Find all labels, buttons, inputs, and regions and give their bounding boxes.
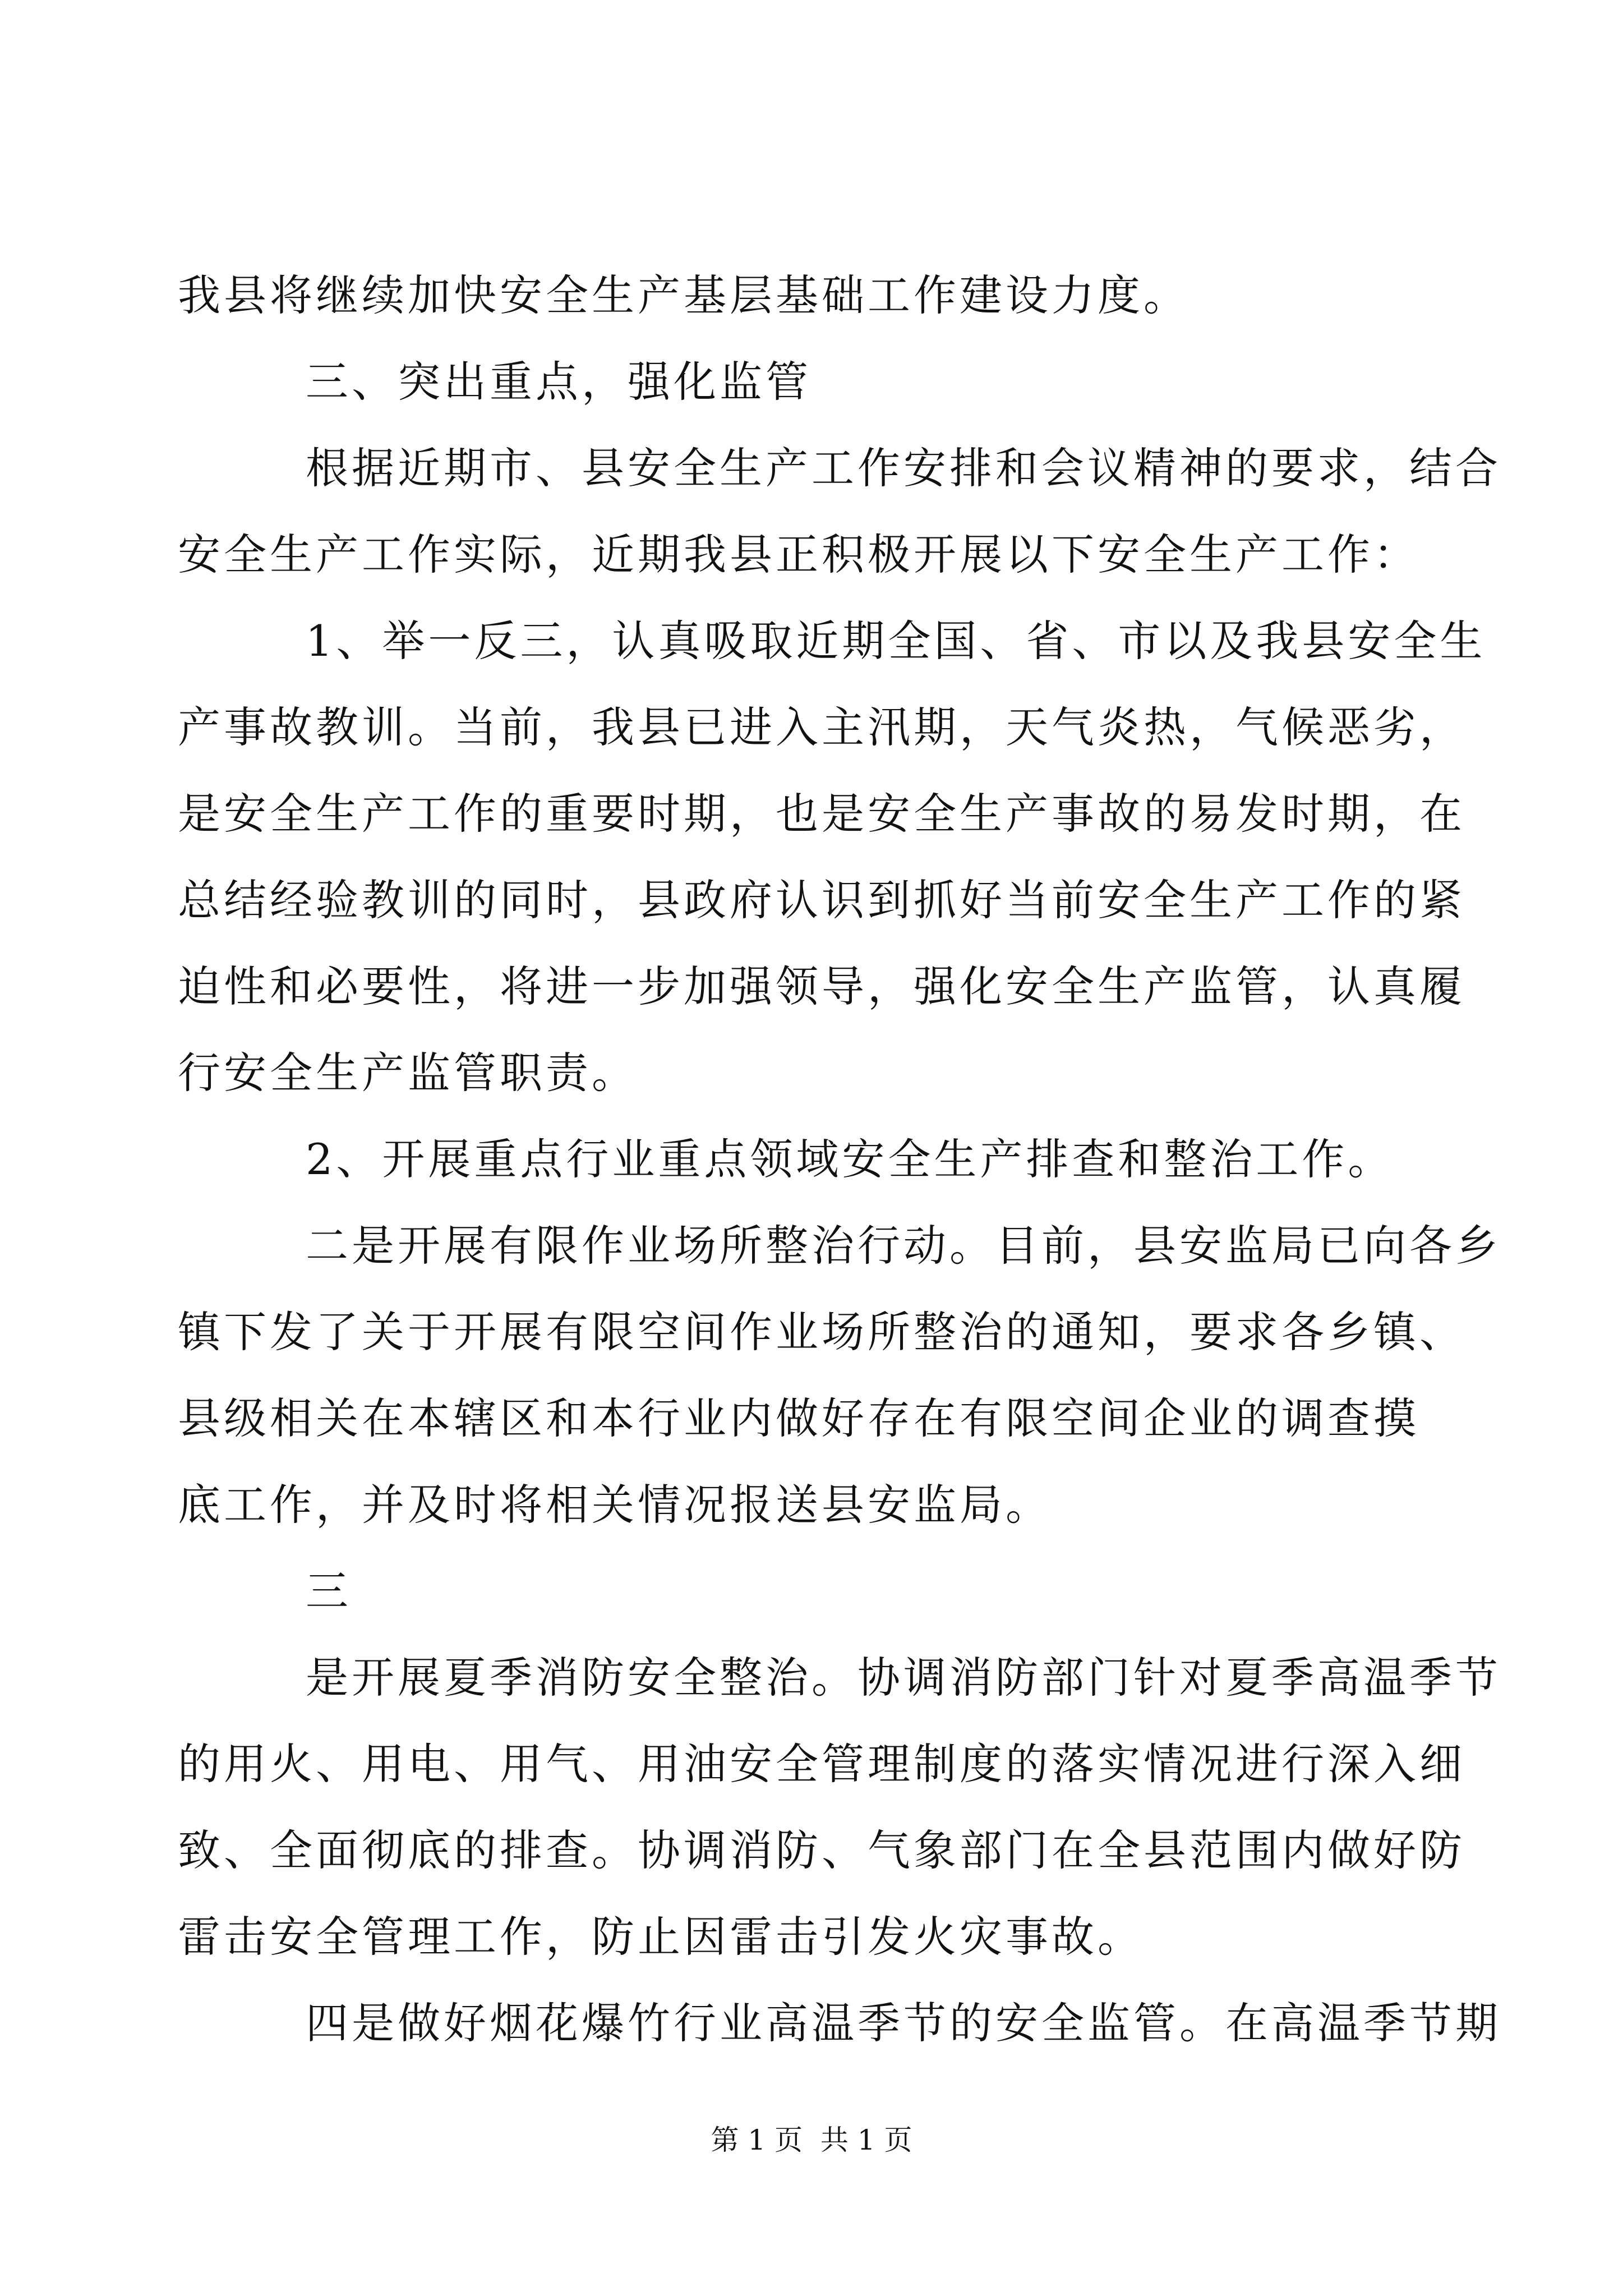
page-footer [0, 2123, 1623, 2157]
text-line: 的用火、用电、用气、用油安全管理制度的落实情况进行深入细 [178, 1739, 1465, 1789]
text-line: 2、开展重点行业重点领域安全生产排查和整治工作。 [306, 1134, 1394, 1184]
text-line: 1、举一反三，认真吸取近期全国、省、市以及我县安全生 [306, 616, 1486, 666]
text-line: 产事故教训。当前，我县已进入主汛期，天气炎热，气候恶劣， [178, 702, 1465, 752]
text-line: 二是开展有限作业场所整治行动。目前，县安监局已向各乡 [306, 1221, 1501, 1271]
text-line: 根据近期市、县安全生产工作安排和会议精神的要求，结合 [306, 443, 1501, 493]
text-line: 雷击安全管理工作，防止因雷击引发火灾事故。 [178, 1912, 1144, 1962]
text-line: 安全生产工作实际，近期我县正积极开展以下安全生产工作： [178, 530, 1419, 579]
text-line: 底工作，并及时将相关情况报送县安监局。 [178, 1480, 1052, 1530]
text-line: 是安全生产工作的重要时期，也是安全生产事故的易发时期，在 [178, 789, 1465, 839]
text-line: 镇下发了关于开展有限空间作业场所整治的通知，要求各乡镇、 [178, 1307, 1465, 1357]
text-line: 县级相关在本辖区和本行业内做好存在有限空间企业的调查摸 [178, 1393, 1419, 1443]
page-number: 第 1 页 共 1 页 [711, 2124, 912, 2156]
text-line: 总结经验教训的同时，县政府认识到抓好当前安全生产工作的紧 [178, 875, 1465, 925]
text-line: 致、全面彻底的排查。协调消防、气象部门在全县范围内做好防 [178, 1825, 1465, 1875]
text-line: 行安全生产监管职责。 [178, 1048, 638, 1098]
text-line: 三 [306, 1566, 352, 1616]
text-line: 迫性和必要性，将进一步加强领导，强化安全生产监管，认真履 [178, 961, 1465, 1011]
text-line: 四是做好烟花爆竹行业高温季节的安全监管。在高温季节期 [306, 1998, 1501, 2048]
text-line: 是开展夏季消防安全整治。协调消防部门针对夏季高温季节 [306, 1653, 1501, 1703]
text-line: 三、突出重点，强化监管 [306, 357, 811, 407]
text-line: 我县将继续加快安全生产基层基础工作建设力度。 [178, 270, 1189, 320]
document-body [178, 252, 1501, 2067]
